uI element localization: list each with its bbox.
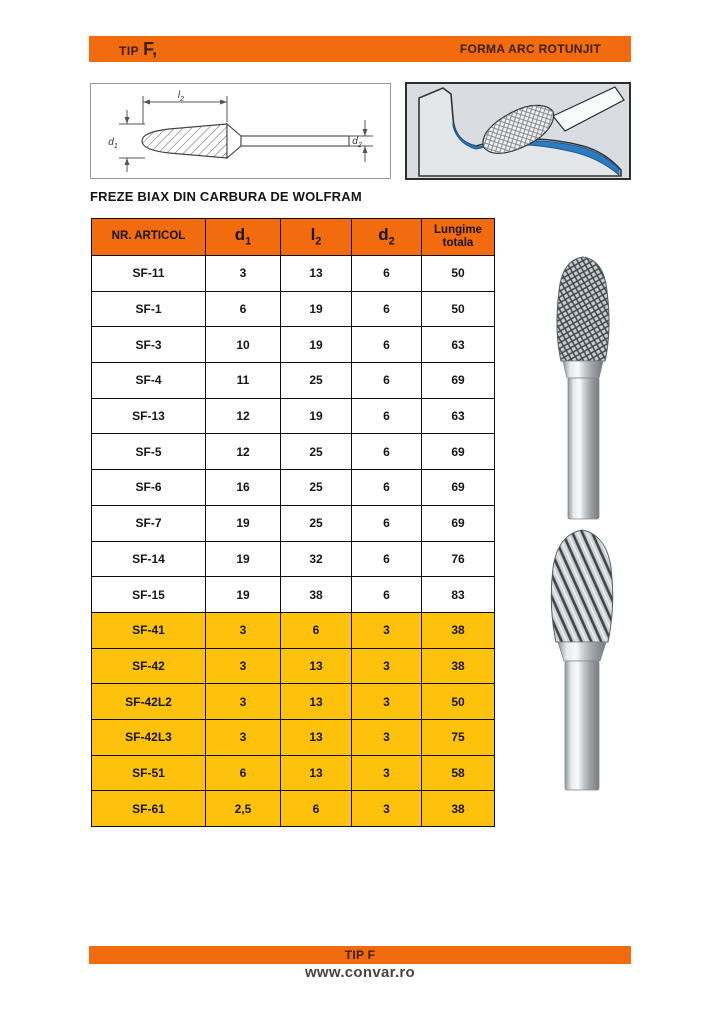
cell-article: SF-4 bbox=[92, 363, 206, 399]
cell-d2: 6 bbox=[352, 327, 422, 363]
cell-article: SF-14 bbox=[92, 541, 206, 577]
cell-article: SF-6 bbox=[92, 470, 206, 506]
cell-d2: 3 bbox=[352, 612, 422, 648]
table-row bbox=[92, 470, 495, 506]
cell-total: 63 bbox=[422, 327, 495, 363]
cell-d1: 11 bbox=[206, 363, 281, 399]
footer-bar bbox=[89, 946, 631, 964]
col-header-total-length: Lungime totala bbox=[422, 219, 495, 256]
cell-total: 69 bbox=[422, 470, 495, 506]
cell-total: 50 bbox=[422, 291, 495, 327]
cell-l2: 32 bbox=[281, 541, 352, 577]
cell-total: 76 bbox=[422, 541, 495, 577]
cell-d1: 6 bbox=[206, 291, 281, 327]
table-row bbox=[92, 755, 495, 791]
cell-total: 69 bbox=[422, 434, 495, 470]
cell-d1: 6 bbox=[206, 755, 281, 791]
cell-article: SF-11 bbox=[92, 256, 206, 292]
cell-article: SF-42 bbox=[92, 648, 206, 684]
cell-total: 50 bbox=[422, 684, 495, 720]
cell-l2: 13 bbox=[281, 648, 352, 684]
cell-total: 63 bbox=[422, 398, 495, 434]
cell-d2: 6 bbox=[352, 505, 422, 541]
cell-d2: 6 bbox=[352, 398, 422, 434]
cell-l2: 25 bbox=[281, 470, 352, 506]
table-row bbox=[92, 541, 495, 577]
cell-l2: 25 bbox=[281, 434, 352, 470]
table-row bbox=[92, 398, 495, 434]
cell-d2: 6 bbox=[352, 541, 422, 577]
product-image-single-cut-burr bbox=[518, 526, 646, 794]
col-header-l2: $l_2$ bbox=[281, 219, 352, 256]
shape-label: FORMA ARC ROTUNJIT bbox=[459, 42, 601, 56]
cell-total: 83 bbox=[422, 577, 495, 613]
cell-d1: 2,5 bbox=[206, 791, 281, 827]
table-row bbox=[92, 505, 495, 541]
cell-article: SF-42L2 bbox=[92, 684, 206, 720]
cell-article: SF-41 bbox=[92, 612, 206, 648]
table-row bbox=[92, 684, 495, 720]
cell-d2: 3 bbox=[352, 755, 422, 791]
table-row bbox=[92, 256, 495, 292]
cell-d1: 3 bbox=[206, 612, 281, 648]
cell-d1: 16 bbox=[206, 470, 281, 506]
milling-illustration bbox=[407, 84, 629, 178]
section-title: FREZE BIAX DIN CARBURA DE WOLFRAM bbox=[90, 189, 362, 204]
cell-d1: 3 bbox=[206, 256, 281, 292]
dim-d1-label: $d_1$ bbox=[108, 137, 118, 150]
cell-article: SF-1 bbox=[92, 291, 206, 327]
cell-l2: 25 bbox=[281, 505, 352, 541]
product-image-double-cut-burr bbox=[527, 253, 639, 525]
cell-total: 75 bbox=[422, 719, 495, 755]
table-row bbox=[92, 327, 495, 363]
col-header-d1: $d_1$ bbox=[206, 219, 281, 256]
col-header-d2: $d_2$ bbox=[352, 219, 422, 256]
cell-d2: 3 bbox=[352, 791, 422, 827]
application-illustration bbox=[405, 82, 631, 180]
cell-d1: 19 bbox=[206, 577, 281, 613]
cell-article: SF-61 bbox=[92, 791, 206, 827]
cell-total: 69 bbox=[422, 505, 495, 541]
cell-l2: 6 bbox=[281, 791, 352, 827]
cell-l2: 19 bbox=[281, 291, 352, 327]
cell-d1: 19 bbox=[206, 505, 281, 541]
cell-d1: 3 bbox=[206, 684, 281, 720]
website-url: www.convar.ro bbox=[304, 964, 416, 981]
cell-d2: 6 bbox=[352, 256, 422, 292]
table-body bbox=[92, 256, 495, 827]
cell-d2: 6 bbox=[352, 470, 422, 506]
table-row bbox=[92, 363, 495, 399]
cell-d1: 12 bbox=[206, 434, 281, 470]
col-header-article: NR. ARTICOL bbox=[92, 219, 206, 256]
type-label bbox=[119, 39, 157, 60]
cell-article: SF-13 bbox=[92, 398, 206, 434]
cell-d2: 6 bbox=[352, 363, 422, 399]
cell-article: SF-42L3 bbox=[92, 719, 206, 755]
cell-d2: 3 bbox=[352, 648, 422, 684]
cell-article: SF-5 bbox=[92, 434, 206, 470]
cell-l2: 13 bbox=[281, 755, 352, 791]
cell-total: 38 bbox=[422, 791, 495, 827]
dim-l2-label: $l_2$ bbox=[177, 90, 185, 103]
cell-l2: 13 bbox=[281, 684, 352, 720]
table-row bbox=[92, 791, 495, 827]
cell-total: 69 bbox=[422, 363, 495, 399]
cell-d1: 3 bbox=[206, 719, 281, 755]
cell-total: 38 bbox=[422, 648, 495, 684]
cell-l2: 13 bbox=[281, 719, 352, 755]
cell-d2: 6 bbox=[352, 291, 422, 327]
cell-d1: 10 bbox=[206, 327, 281, 363]
cell-d2: 6 bbox=[352, 434, 422, 470]
cell-article: SF-15 bbox=[92, 577, 206, 613]
cell-article: SF-51 bbox=[92, 755, 206, 791]
table-row bbox=[92, 577, 495, 613]
cell-l2: 19 bbox=[281, 398, 352, 434]
burr-dimension-diagram bbox=[91, 84, 390, 178]
cell-d1: 3 bbox=[206, 648, 281, 684]
cell-d2: 6 bbox=[352, 577, 422, 613]
cell-article: SF-7 bbox=[92, 505, 206, 541]
cell-d2: 3 bbox=[352, 719, 422, 755]
type-label-prefix: TIP bbox=[119, 43, 140, 58]
dim-d2-label: $d_2$ bbox=[352, 136, 362, 149]
spec-table-header bbox=[92, 219, 495, 256]
page-header-bar bbox=[89, 36, 631, 62]
spec-table bbox=[91, 218, 495, 827]
cell-d2: 3 bbox=[352, 684, 422, 720]
cell-l2: 25 bbox=[281, 363, 352, 399]
cell-l2: 6 bbox=[281, 612, 352, 648]
table-row bbox=[92, 719, 495, 755]
cell-d1: 12 bbox=[206, 398, 281, 434]
dimension-drawing bbox=[90, 83, 391, 179]
cell-l2: 13 bbox=[281, 256, 352, 292]
cell-total: 38 bbox=[422, 612, 495, 648]
cell-article: SF-3 bbox=[92, 327, 206, 363]
cell-total: 50 bbox=[422, 256, 495, 292]
table-row bbox=[92, 612, 495, 648]
type-label-letter: F, bbox=[143, 38, 158, 59]
table-row bbox=[92, 648, 495, 684]
cell-l2: 19 bbox=[281, 327, 352, 363]
table-row bbox=[92, 291, 495, 327]
table-row bbox=[92, 434, 495, 470]
footer-type-label: TIP F bbox=[344, 948, 376, 962]
cell-l2: 38 bbox=[281, 577, 352, 613]
cell-total: 58 bbox=[422, 755, 495, 791]
cell-d1: 19 bbox=[206, 541, 281, 577]
